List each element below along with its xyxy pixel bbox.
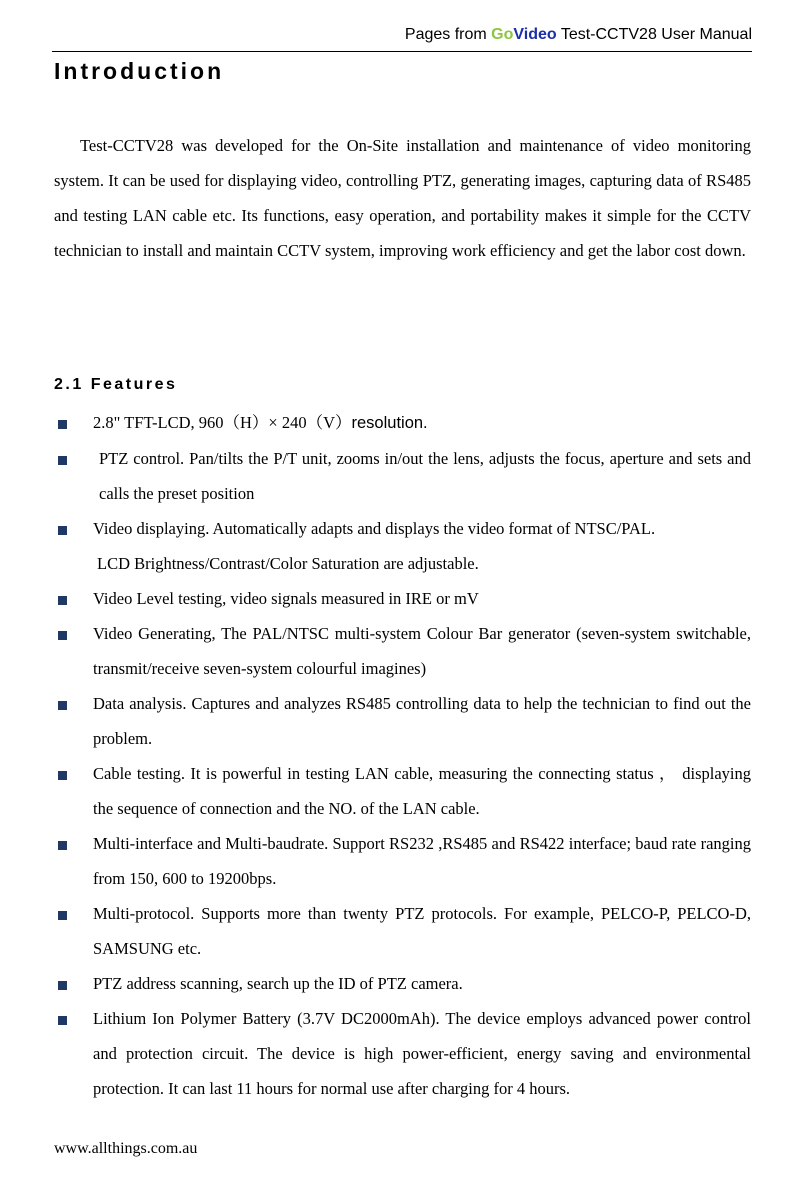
list-item — [54, 966, 751, 1001]
square-bullet-icon — [58, 981, 67, 990]
feature-text: Video displaying. Automatically adapts and displays the video format of NTSC/PAL. — [93, 519, 656, 538]
square-bullet-icon — [58, 596, 67, 605]
list-item — [54, 511, 751, 581]
page-header — [52, 24, 752, 52]
square-bullet-icon — [58, 701, 67, 710]
features-heading: 2.1 Features — [54, 376, 178, 393]
features-list — [54, 405, 751, 1106]
page-title: Introduction — [54, 58, 225, 84]
square-bullet-icon — [58, 1016, 67, 1025]
footer-url: www.allthings.com.au — [54, 1140, 198, 1157]
feature-text-sans: resolution. — [351, 414, 428, 432]
list-item — [54, 405, 751, 441]
header-suffix: Test-CCTV28 User Manual — [556, 26, 752, 43]
square-bullet-icon — [58, 420, 67, 429]
list-item — [54, 581, 751, 616]
feature-subtext: LCD Brightness/Contrast/Color Saturation are adjustable. — [97, 554, 479, 573]
list-item — [54, 441, 751, 511]
govideo-logo-go: Go — [491, 26, 514, 43]
list-item — [54, 1001, 751, 1106]
feature-text: Data analysis. Captures and analyzes RS485 controlling data to help the technician to find out the problem. — [93, 694, 751, 748]
square-bullet-icon — [58, 631, 67, 640]
feature-text: Cable testing. It is powerful in testing LAN cable, measuring the connecting status ， displaying the sequence of connection and the NO. of the LAN cable. — [93, 764, 751, 818]
list-item — [54, 616, 751, 686]
govideo-logo-video: Video — [513, 26, 557, 43]
feature-text: Video Level testing, video signals measured in IRE or mV — [93, 589, 479, 608]
feature-text: PTZ address scanning, search up the ID of PTZ camera. — [93, 974, 463, 993]
square-bullet-icon — [58, 771, 67, 780]
feature-text: 2.8" TFT-LCD, 960（H）× 240（V） — [93, 413, 352, 432]
feature-text: Multi-interface and Multi-baudrate. Support RS232 ,RS485 and RS422 interface; baud rate ranging from 150, 600 to 19200bps. — [93, 834, 751, 888]
square-bullet-icon — [58, 456, 67, 465]
feature-text: Video Generating, The PAL/NTSC multi-system Colour Bar generator (seven-system switchable, transmit/receive seven-system colourful imagines) — [93, 624, 751, 678]
square-bullet-icon — [58, 841, 67, 850]
feature-text: Lithium Ion Polymer Battery (3.7V DC2000mAh). The device employs advanced power control and protection circuit. The device is high power-efficient, energy saving and environmental protection. It can last 11 hours for normal use after charging for 4 hours. — [93, 1009, 751, 1098]
list-item — [54, 896, 751, 966]
list-item — [54, 686, 751, 756]
intro-paragraph: Test-CCTV28 was developed for the On-Site installation and maintenance of video monitoring system. It can be used for displaying video, controlling PTZ, generating images, capturing data of RS485 and testing LAN cable etc. Its functions, easy operation, and portability makes it simple for the CCTV technician to install and maintain CCTV system, improving work efficiency and get the labor cost down. — [54, 136, 751, 260]
list-item — [54, 756, 751, 826]
square-bullet-icon — [58, 911, 67, 920]
header-prefix: Pages from — [404, 26, 492, 43]
list-item — [54, 826, 751, 896]
square-bullet-icon — [58, 526, 67, 535]
feature-text: Multi-protocol. Supports more than twenty PTZ protocols. For example, PELCO-P, PELCO-D, SAMSUNG etc. — [93, 904, 751, 958]
feature-text: PTZ control. Pan/tilts the P/T unit, zooms in/out the lens, adjusts the focus, aperture and sets and calls the preset position — [99, 449, 751, 503]
